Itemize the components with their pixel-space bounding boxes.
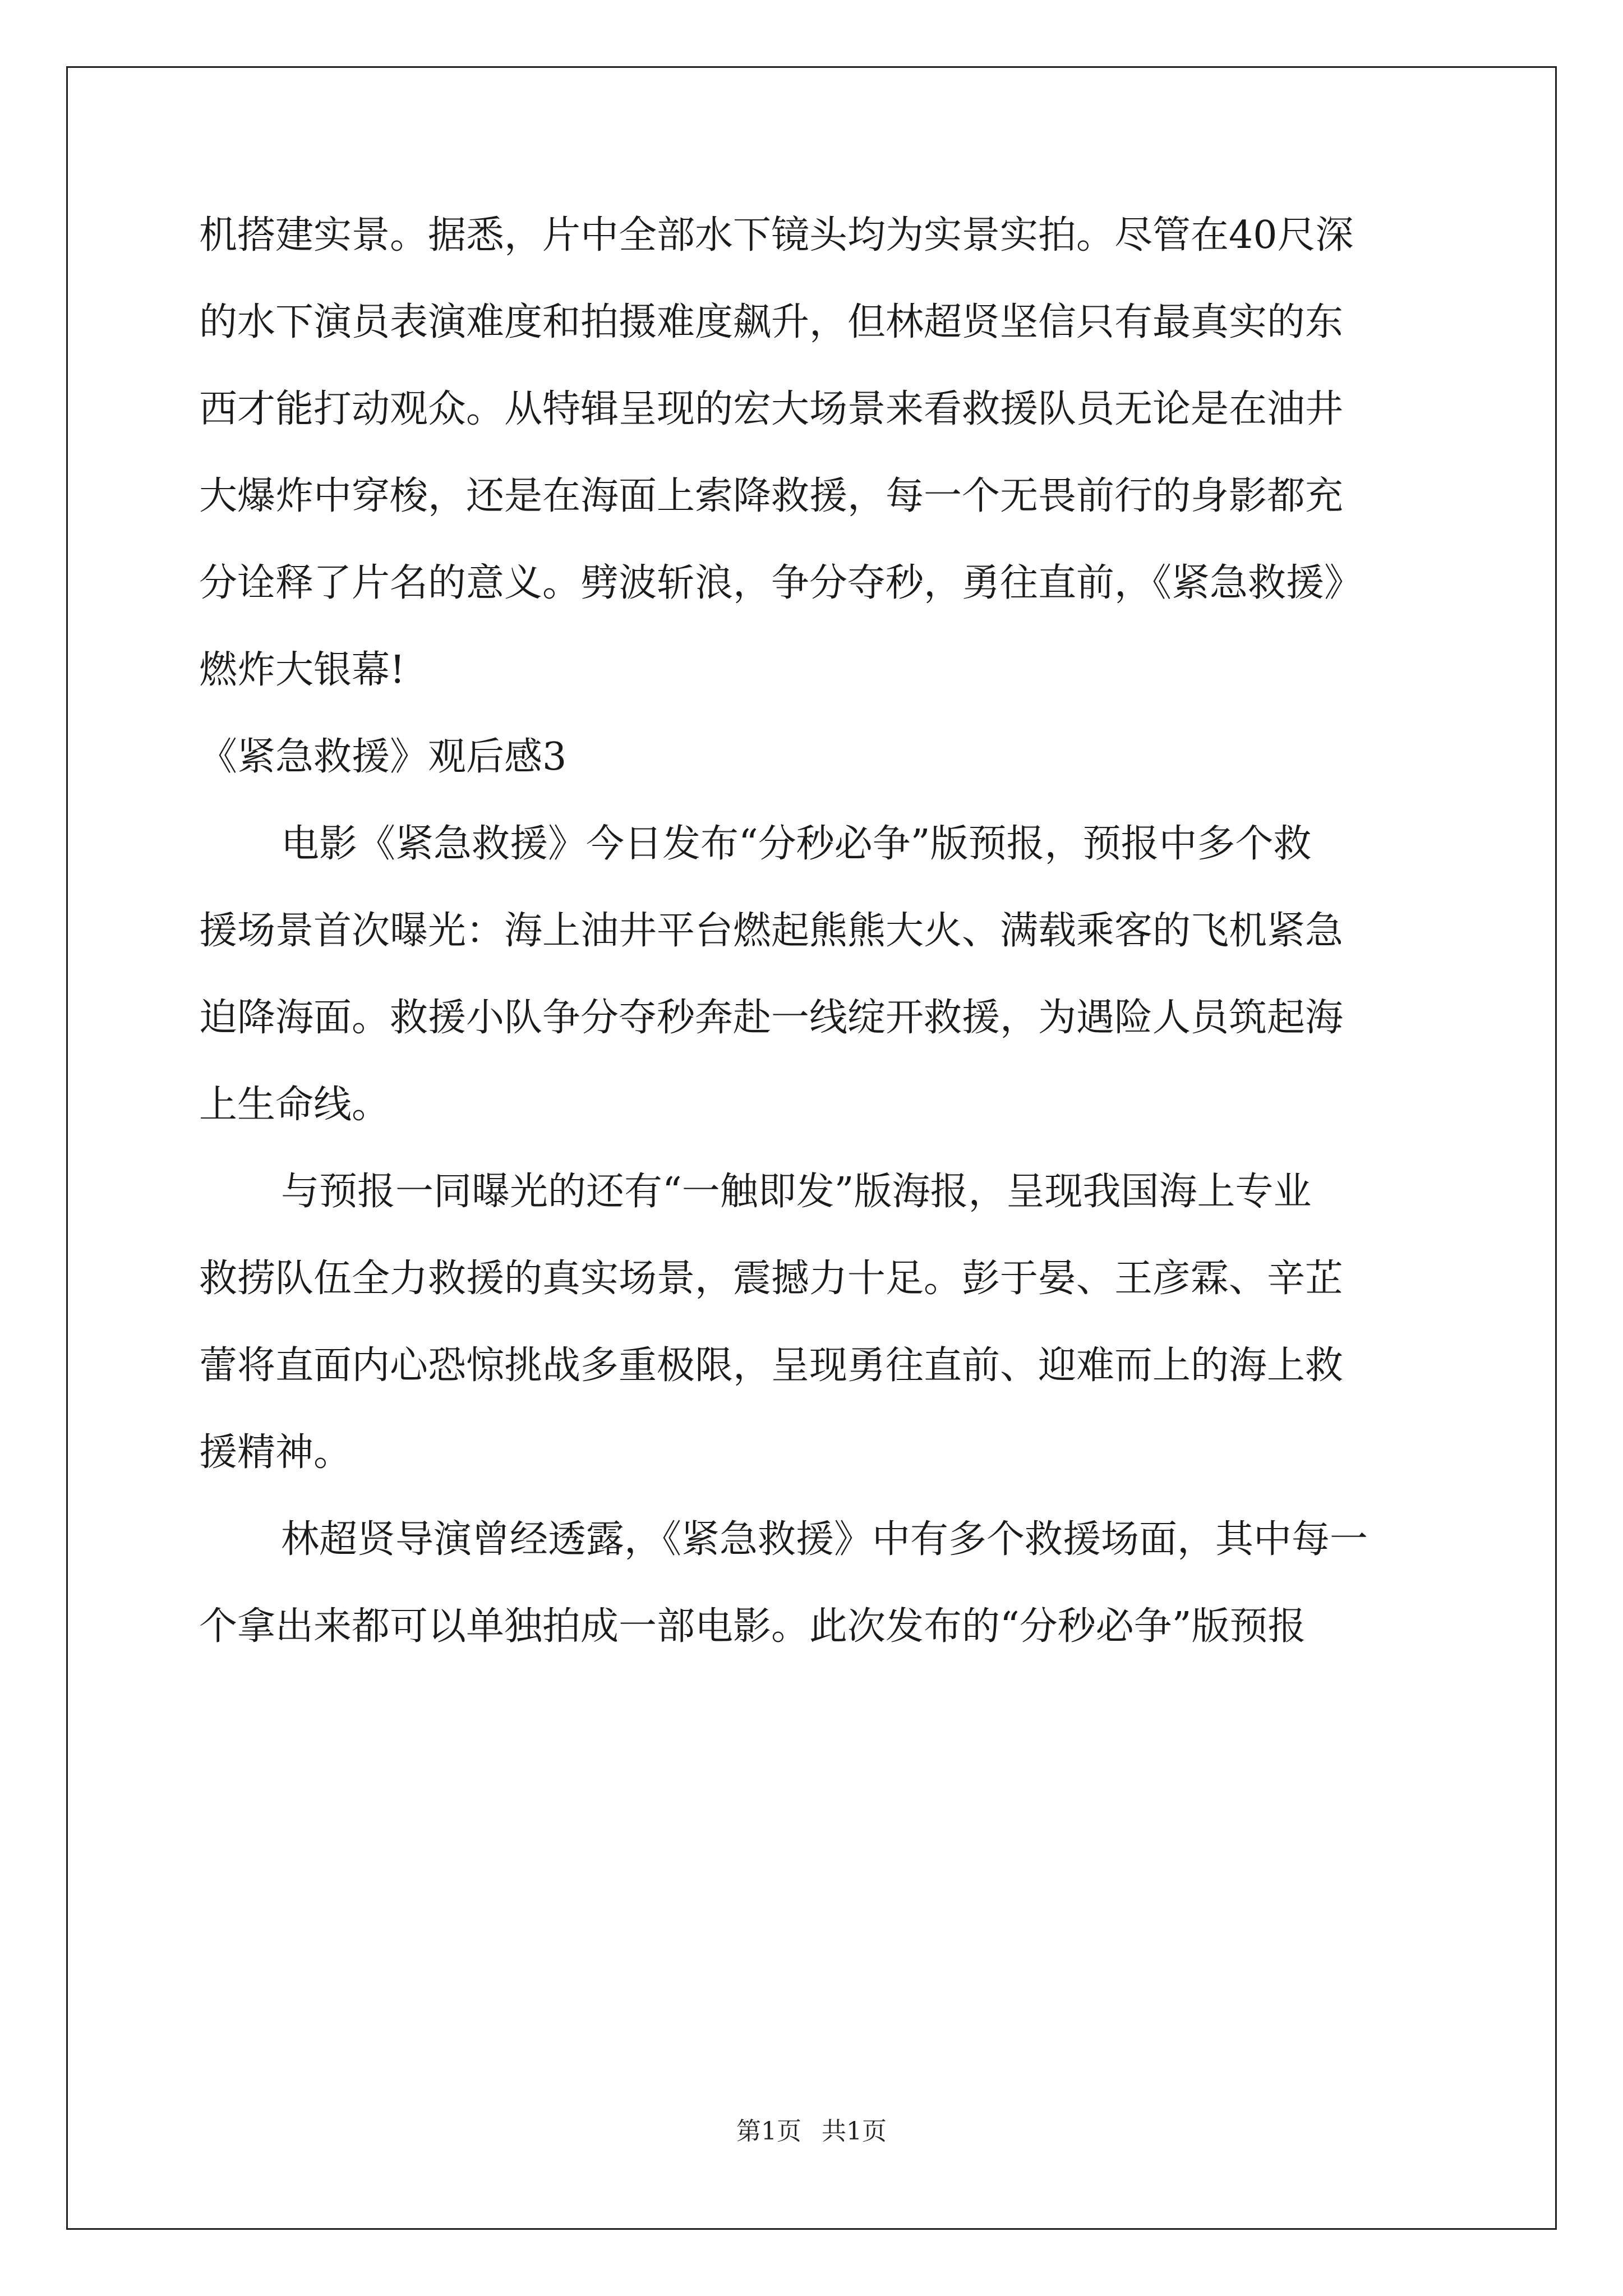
text-line: 西才能打动观众。从特辑呈现的宏大场景来看救援队员无论是在油井: [199, 387, 1344, 431]
text-line: 与预报一同曝光的还有“一触即发”版海报，呈现我国海上专业: [281, 1170, 1312, 1214]
text-line: 分诠释了片名的意义。劈波斩浪，争分夺秒，勇往直前，《紧急救援》: [199, 561, 1363, 605]
section-heading: 《紧急救援》观后感3: [199, 735, 567, 779]
text-line: 林超贤导演曾经透露，《紧急救援》中有多个救援场面，其中每一: [281, 1517, 1368, 1562]
text-line: 蕾将直面内心恐惊挑战多重极限，呈现勇往直前、迎难而上的海上救: [199, 1343, 1344, 1388]
text-line: 救捞队伍全力救援的真实场景，震撼力十足。彭于晏、王彦霖、辛芷: [199, 1257, 1344, 1301]
text-line: 迫降海面。救援小队争分夺秒奔赴一线绽开救援，为遇险人员筑起海: [199, 996, 1344, 1040]
page-total: 共1页: [822, 2117, 887, 2146]
text-line: 援场景首次曝光：海上油井平台燃起熊熊大火、满载乘客的飞机紧急: [199, 909, 1344, 953]
text-line: 机搭建实景。据悉，片中全部水下镜头均为实景实拍。尽管在40尺深: [199, 213, 1354, 257]
text-line: 燃炸大银幕!: [199, 648, 405, 692]
text-line: 个拿出来都可以单独拍成一部电影。此次发布的“分秒必争”版预报: [199, 1604, 1306, 1649]
text-line: 电影《紧急救援》今日发布“分秒必争”版预报，预报中多个救: [281, 822, 1312, 866]
text-line: 援精神。: [199, 1430, 352, 1475]
text-line: 大爆炸中穿梭，还是在海面上索降救援，每一个无畏前行的身影都充: [199, 474, 1344, 518]
page-footer: [0, 2115, 1623, 2148]
text-line: 上生命线。: [199, 1083, 390, 1127]
page-number: 第1页: [736, 2117, 801, 2146]
text-line: 的水下演员表演难度和拍摄难度飙升，但林超贤坚信只有最真实的东: [199, 300, 1344, 344]
